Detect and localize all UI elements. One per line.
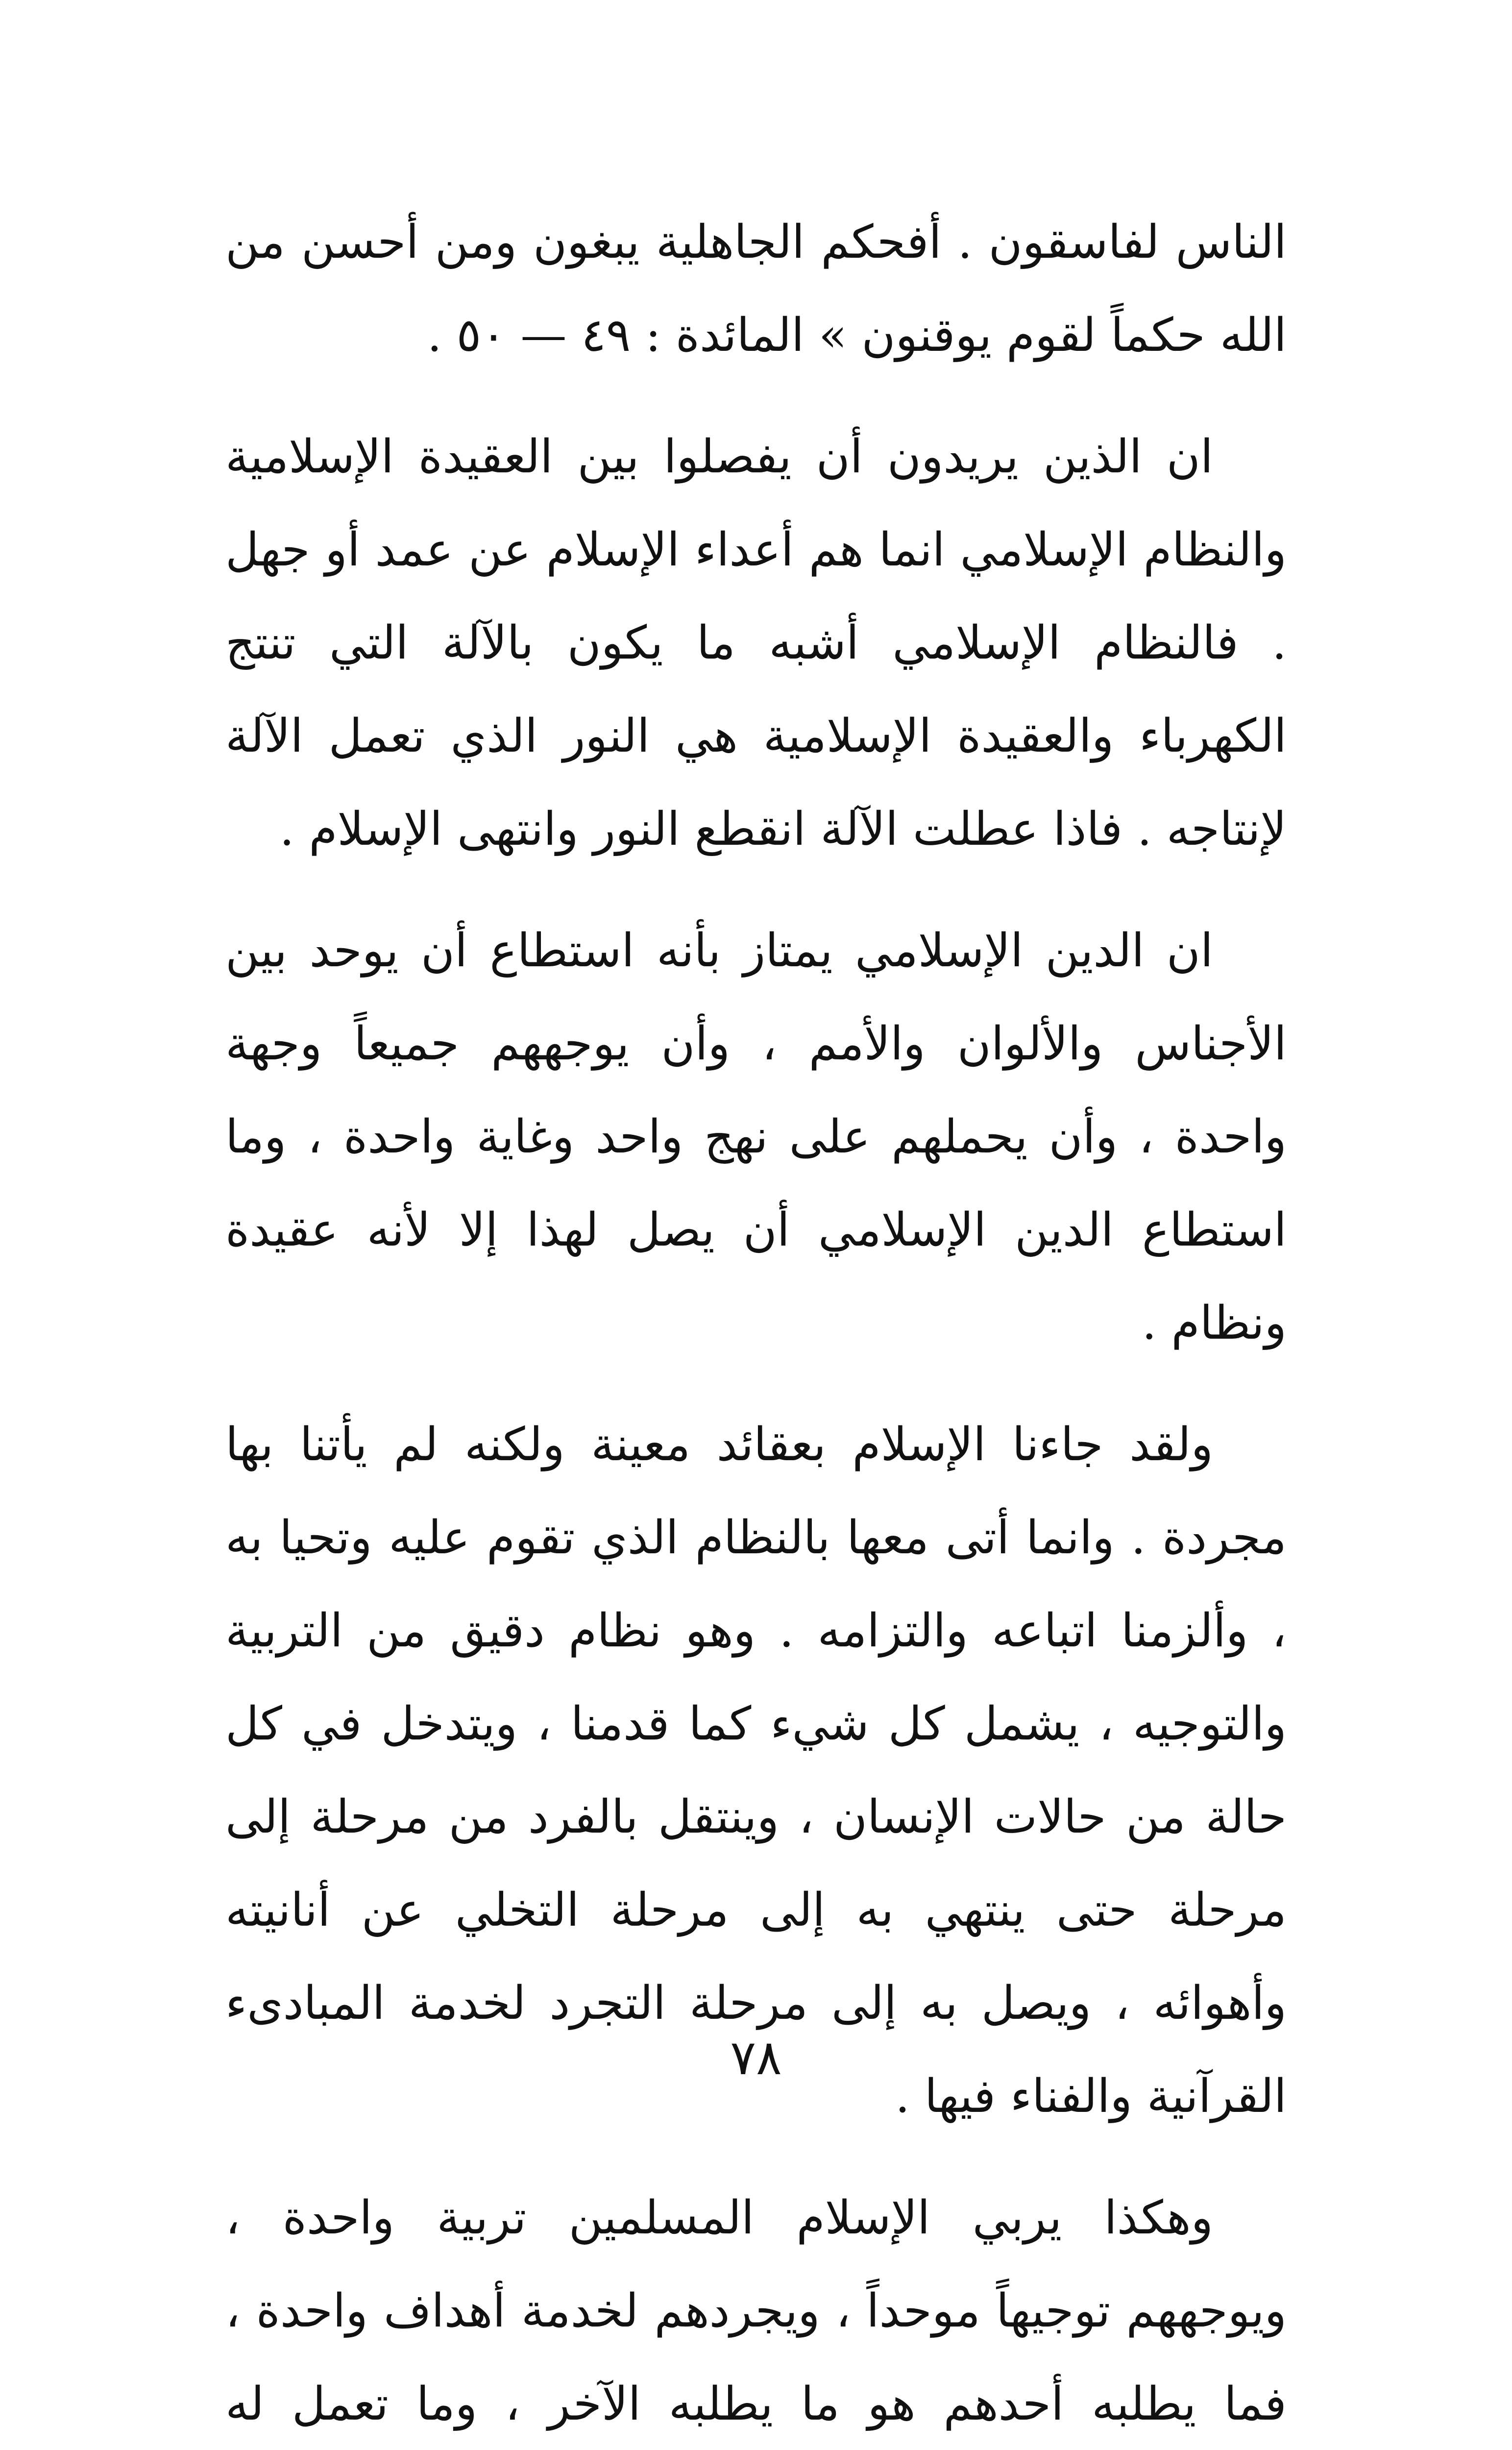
paragraph-islamic-system: ولقد جاءنا الإسلام بعقائد معينة ولكنه لم يأتنا بها مجردة . وانما أتى معها بالنظام الذي تقوم عليه وتحيا به ، وألزمنا اتباعه والتزامه . وهو نظام دقيق من التربية والتوجيه ، يشمل كل شيء كما قدمنا ، ويتدخل في كل حالة من حالات الإنسان ، وينتقل بالفرد من مرحلة إلى مرحلة حتى ينتهي به إلى مرحلة التخلي عن أنانيته وأهوائه ، ويصل به إلى مرحلة التجرد لخدمة المبادىء القرآنية والفناء فيها . bbox=[225, 1418, 1287, 2123]
paragraph-quote-continuation: الناس لفاسقون . أفحكم الجاهلية يبغون ومن أحسن من الله حكماً لقوم يوقنون » المائدة : ٤٩ — ٥٠ . bbox=[225, 216, 1287, 362]
body-text bbox=[225, 196, 1287, 2450]
paragraph-unity-of-nations: ان الدين الإسلامي يمتاز بأنه استطاع أن يوحد بين الأجناس والألوان والأمم ، وأن يوجههم جميعاً وجهة واحدة ، وأن يحملهم على نهج واحد وغاية واحدة ، وما استطاع الدين الإسلامي أن يصل لهذا إلا لأنه عقيدة ونظام . bbox=[225, 924, 1287, 1350]
page-number: ٧٨ bbox=[730, 2030, 782, 2086]
paragraph-belief-and-system: ان الذين يريدون أن يفصلوا بين العقيدة الإسلامية والنظام الإسلامي انما هم أعداء الإسلام عن عمد أو جهل . فالنظام الإسلامي أشبه ما يكون بالآلة التي تنتج الكهرباء والعقيدة الإسلامية هي النور الذي تعمل الآلة لإنتاجه . فاذا عطلت الآلة انقطع النور وانتهى الإسلام . bbox=[225, 430, 1287, 856]
paragraph-unified-upbringing: وهكذا يربي الإسلام المسلمين تربية واحدة ، ويوجههم توجيهاً موحداً ، ويجردهم لخدمة أهداف واحدة ، فما يطلبه أحدهم هو ما يطلبه الآخر ، وما تعمل له bbox=[225, 2191, 1287, 2431]
